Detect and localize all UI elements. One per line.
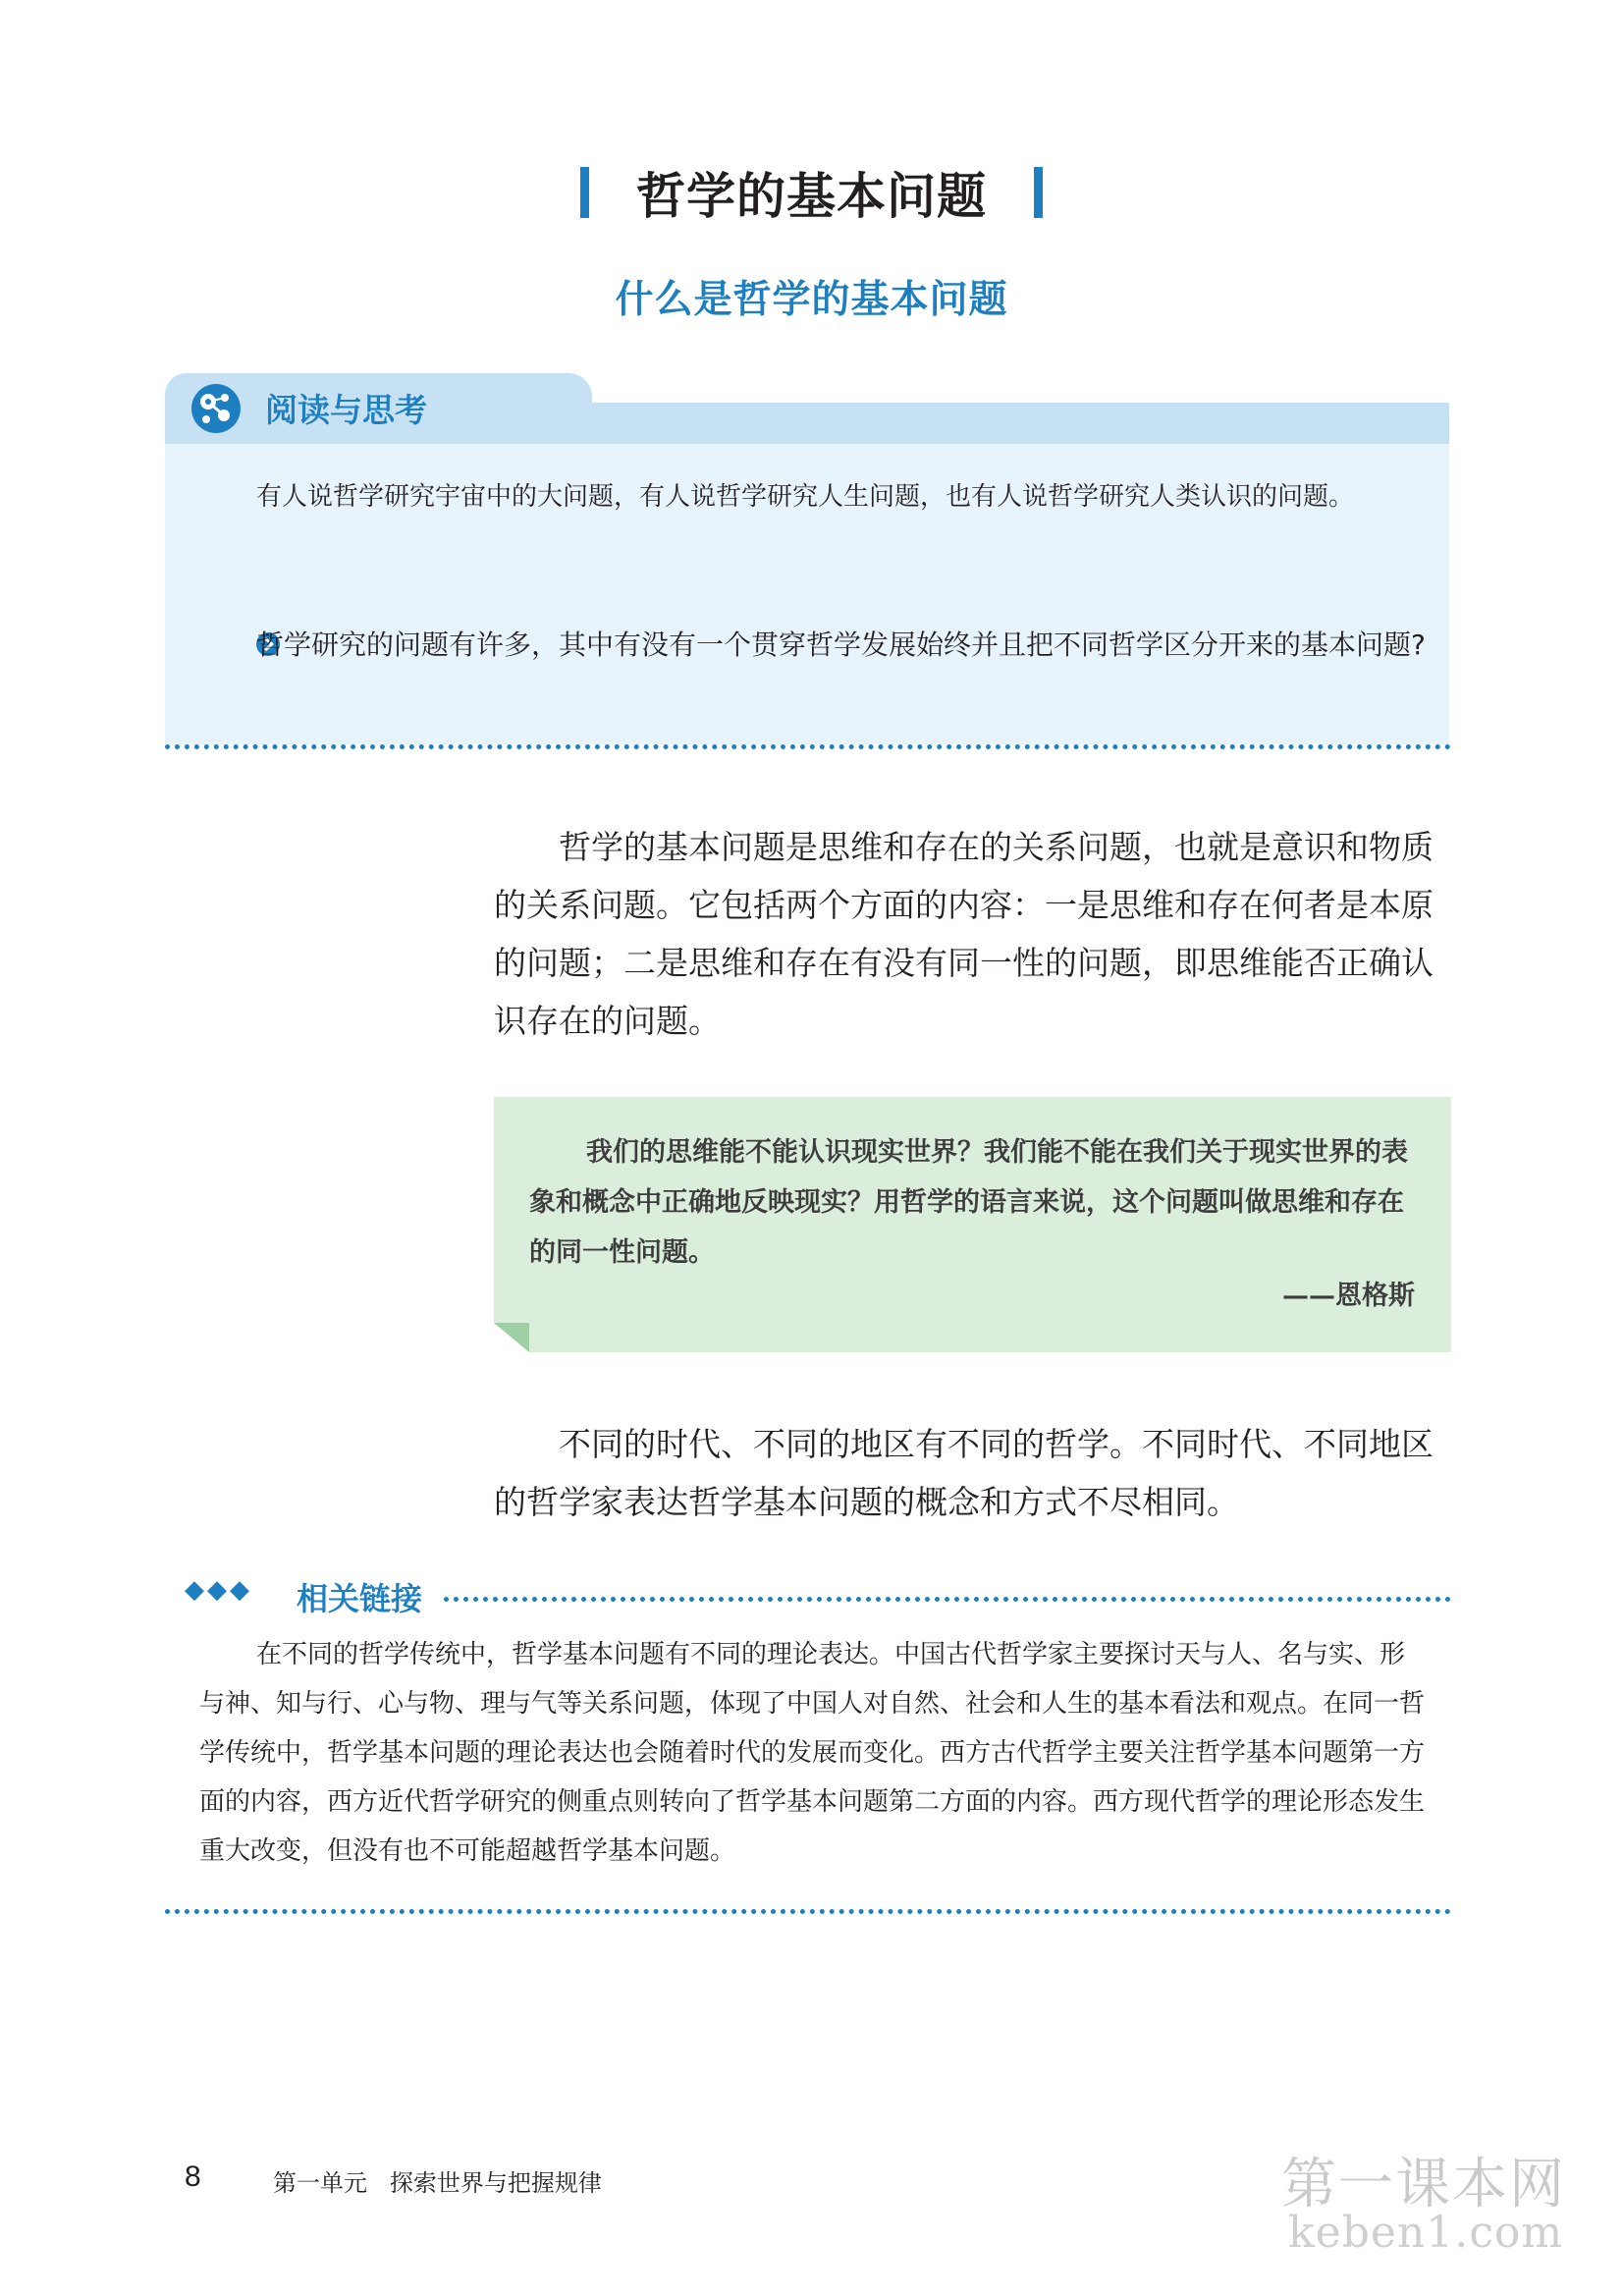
main-paragraph-2: 不同的时代、不同的地区有不同的哲学。不同时代、不同地区的哲学家表达哲学基本问题的概念和方式不尽相同。 bbox=[494, 1425, 1434, 1521]
main-paragraph-1: 哲学的基本问题是思维和存在的关系问题，也就是意识和物质的关系问题。它包括两个方面的内容：一是思维和存在何者是本原的问题；二是思维和存在有没有同一性的问题，即思维能否正确认识存在的问题。 bbox=[494, 828, 1434, 1040]
reading-paragraph: 有人说哲学研究宇宙中的大问题，有人说哲学研究人生问题，也有人说哲学研究人类认识的问题。 bbox=[256, 482, 1355, 512]
reading-question: 哲学研究的问题有许多，其中有没有一个贯穿哲学发展始终并且把不同哲学区分开来的基本问题? bbox=[256, 629, 1426, 661]
section-subtitle: 什么是哲学的基本问题 bbox=[615, 277, 1008, 322]
diamond-marker-icon: ◆◆◆ bbox=[185, 1575, 252, 1605]
related-link-bottom-divider bbox=[165, 1909, 1451, 1914]
title-bar-left bbox=[580, 167, 589, 218]
reading-molecule-icon bbox=[189, 381, 243, 436]
reading-box-divider bbox=[165, 744, 1451, 749]
quote-fold-corner bbox=[494, 1323, 529, 1352]
related-link-text: 在不同的哲学传统中，哲学基本问题有不同的理论表达。中国古代哲学家主要探讨天与人、名与实、形与神、知与行、心与物、理与气等关系问题，体现了中国人对自然、社会和人生的基本看法和观点。在同一哲学传统中，哲学基本问题的理论表达也会随着时代的发展而变化。西方古代哲学主要关注哲学基本问题第一方面的内容，西方近代哲学研究的侧重点则转向了哲学基本问题第二方面的内容。西方现代哲学的理论形态发生重大改变，但没有也不可能超越哲学基本问题。 bbox=[199, 1640, 1426, 1866]
related-link-title: 相关链接 bbox=[297, 1580, 423, 1617]
watermark-cn: 第一课本网 bbox=[1281, 2153, 1566, 2216]
section-title-text: 哲学的基本问题 bbox=[636, 168, 987, 225]
page-number: 8 bbox=[185, 2160, 201, 2193]
quote-author: ——恩格斯 bbox=[1282, 1281, 1415, 1311]
watermark-en: keben1.com bbox=[1288, 2208, 1564, 2258]
title-bar-right bbox=[1034, 167, 1043, 218]
related-link-top-divider bbox=[444, 1597, 1451, 1602]
quote-text: 我们的思维能不能认识现实世界？我们能不能在我们关于现实世界的表象和概念中正确地反映现实？用哲学的语言来说，这个问题叫做思维和存在的同一性问题。 bbox=[529, 1137, 1408, 1268]
section-title bbox=[0, 157, 1623, 228]
reading-box-title: 阅读与思考 bbox=[265, 391, 427, 429]
unit-label: 第一单元 探索世界与把握规律 bbox=[273, 2169, 602, 2197]
